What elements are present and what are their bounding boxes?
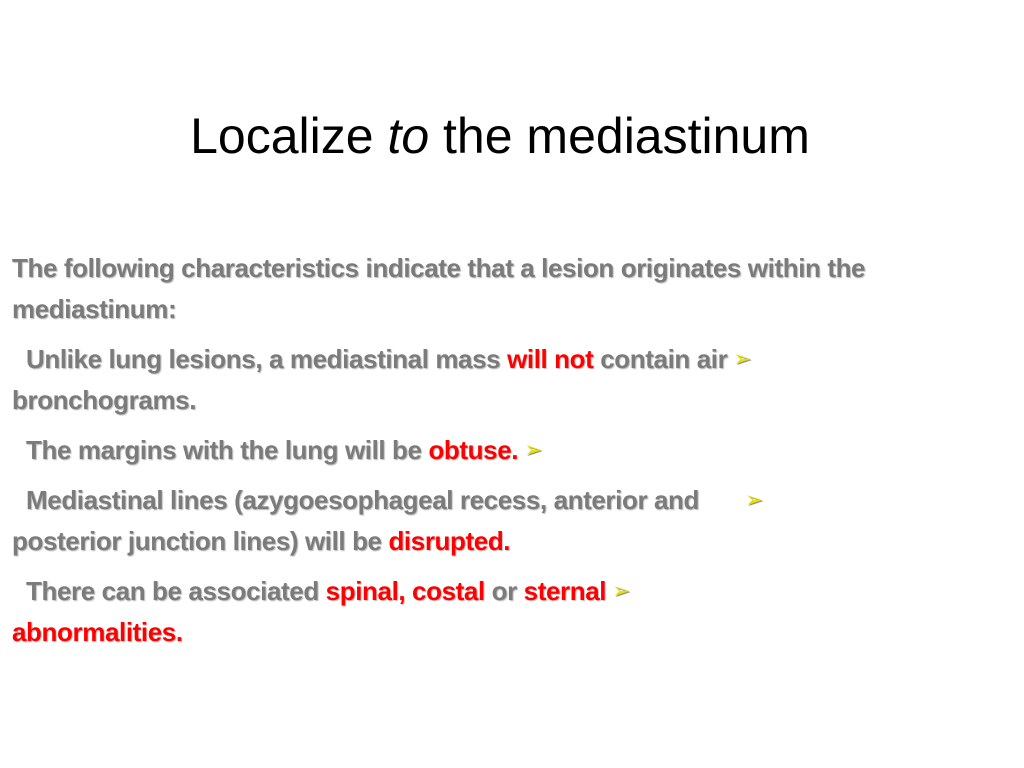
bullet-text: There can be associated bbox=[26, 576, 326, 606]
highlight-text: will not bbox=[507, 344, 594, 374]
highlight-text: disrupted. bbox=[388, 526, 511, 556]
bullet-text: Unlike lung lesions, a mediastinal mass bbox=[26, 344, 508, 374]
bullet-item bbox=[12, 570, 892, 653]
bullet-text: posterior junction lines) will be bbox=[12, 526, 389, 556]
highlight-text: sternal bbox=[523, 576, 607, 606]
bullet-text: bronchograms. bbox=[12, 385, 197, 415]
intro-paragraph: The following characteristics indicate that a lesion originates within the mediastinum: bbox=[12, 253, 866, 324]
title-part-2: the mediastinum bbox=[429, 108, 810, 164]
title-emphasis: to bbox=[387, 108, 430, 164]
slide-title bbox=[0, 104, 1000, 168]
arrow-bullet-icon: ➢ bbox=[524, 437, 543, 462]
highlight-text: obtuse. bbox=[428, 435, 519, 465]
bullet-item bbox=[12, 338, 892, 421]
highlight-text: spinal, costal bbox=[325, 576, 485, 606]
bullet-item bbox=[12, 429, 892, 471]
bullet-text: The margins with the lung will be bbox=[26, 435, 429, 465]
highlight-text: abnormalities. bbox=[12, 617, 183, 647]
arrow-bullet-icon: ➢ bbox=[733, 346, 752, 371]
bullet-item bbox=[12, 479, 892, 562]
title-part-1: Localize bbox=[190, 108, 388, 164]
arrow-bullet-icon: ➢ bbox=[745, 487, 764, 512]
slide-body bbox=[12, 248, 892, 661]
arrow-bullet-icon: ➢ bbox=[612, 578, 631, 603]
bullet-text: contain air bbox=[593, 344, 728, 374]
bullet-text: Mediastinal lines (azygoesophageal recess, anterior and bbox=[26, 485, 700, 515]
bullet-text: or bbox=[484, 576, 524, 606]
